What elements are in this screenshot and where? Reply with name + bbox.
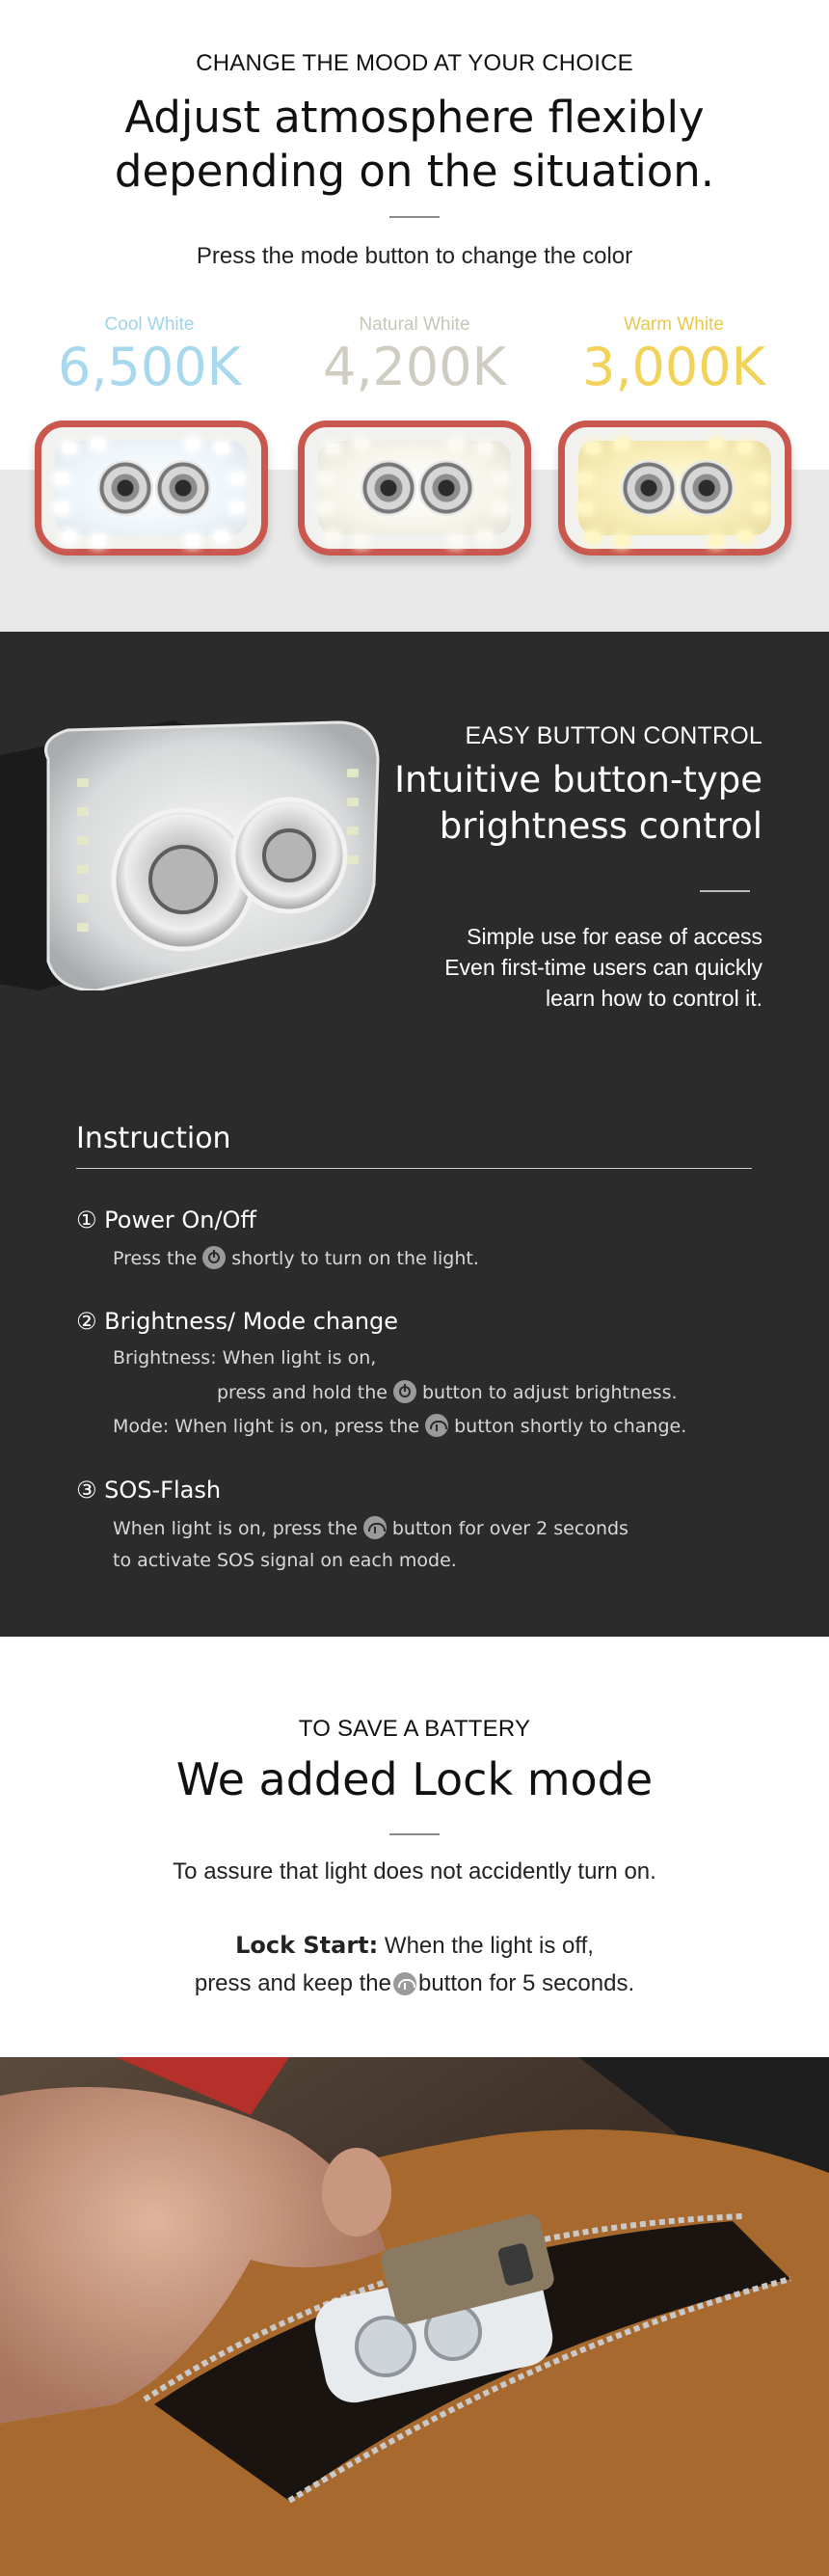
led-chip — [63, 443, 76, 453]
sos-flash-heading: ③ SOS-Flash — [76, 1477, 222, 1504]
led-chip — [754, 474, 767, 484]
led-chip — [578, 502, 592, 513]
power-button-icon — [393, 1380, 416, 1403]
instruction-title: Instruction — [76, 1122, 231, 1155]
divider — [389, 216, 440, 218]
led-chip — [318, 502, 332, 513]
led-chip — [230, 474, 244, 484]
led-chip — [586, 443, 600, 453]
headlamp-cool-image — [31, 417, 272, 563]
mode-button-icon — [425, 1414, 448, 1437]
led-chip — [709, 439, 723, 449]
mode-button-icon — [393, 1972, 416, 1995]
brightness-text-line2: press and hold the button to adjust brightness. — [217, 1382, 678, 1403]
brightness-text-line1: Brightness: When light is on, — [113, 1347, 377, 1369]
led-chip — [215, 443, 228, 453]
led-chip — [615, 439, 628, 449]
power-button-icon — [202, 1246, 226, 1269]
control-title-line2: brightness control — [439, 805, 762, 847]
led-chip — [186, 535, 200, 546]
temp-name: Cool White — [104, 314, 195, 335]
led-chip — [586, 531, 600, 542]
led-chip — [738, 531, 752, 542]
led-chip — [63, 531, 76, 542]
led-chip — [578, 474, 592, 484]
divider — [389, 1833, 440, 1835]
led-chip — [478, 443, 492, 453]
led-chip — [709, 535, 723, 546]
led-chip — [92, 535, 105, 546]
led-chip — [326, 531, 339, 542]
lock-start-text: When the light is off, — [384, 1933, 594, 1959]
mood-kicker: CHANGE THE MOOD AT YOUR CHOICE — [196, 50, 633, 76]
lock-title: We added Lock mode — [175, 1753, 654, 1805]
mood-title-line2: depending on the situation. — [114, 146, 715, 197]
control-title — [261, 757, 762, 850]
control-kicker: EASY BUTTON CONTROL — [465, 722, 762, 749]
led-chip — [494, 502, 507, 513]
led-chip — [494, 474, 507, 484]
temp-name: Warm White — [624, 314, 724, 335]
power-onoff-text: Press the shortly to turn on the light. — [113, 1248, 479, 1269]
temp-value: 6,500K — [57, 337, 241, 397]
sos-text-line1: When light is on, press the button for over 2 seconds — [113, 1518, 628, 1539]
sos-text-line2: to activate SOS signal on each mode. — [113, 1550, 457, 1571]
lock-subtitle: To assure that light does not accidently turn on. — [173, 1858, 656, 1885]
lock-start-label: Lock Start: — [235, 1932, 379, 1959]
led-chip — [215, 531, 228, 542]
led-chip — [754, 502, 767, 513]
led-chip — [186, 439, 200, 449]
led-chip — [230, 502, 244, 513]
control-desc-line2: Even first-time users can quickly — [444, 955, 762, 980]
headlamp-natural-image — [294, 417, 535, 563]
photo-illustration — [0, 2057, 829, 2576]
led-chip — [55, 474, 68, 484]
mode-button-icon — [363, 1516, 387, 1539]
divider — [700, 890, 750, 892]
temp-natural-white — [294, 314, 535, 397]
color-temperature-section — [0, 0, 829, 632]
led-chip — [478, 531, 492, 542]
led-chip — [449, 535, 463, 546]
led-chip — [738, 443, 752, 453]
temp-value: 3,000K — [581, 337, 765, 397]
control-title-line1: Intuitive button-type — [394, 759, 762, 800]
control-description — [281, 921, 762, 1014]
temp-warm-white — [553, 314, 794, 397]
control-desc-line3: learn how to control it. — [545, 986, 762, 1011]
instruction-underline — [76, 1168, 752, 1169]
led-chip — [92, 439, 105, 449]
brightness-mode-heading: ② Brightness/ Mode change — [76, 1308, 399, 1335]
led-chip — [55, 502, 68, 513]
lock-instruction-line: press and keep the button for 5 seconds. — [194, 1970, 635, 1996]
temp-cool-white — [29, 314, 270, 397]
led-chip — [449, 439, 463, 449]
lock-kicker: TO SAVE A BATTERY — [298, 1716, 531, 1742]
led-chip — [355, 439, 368, 449]
temp-name: Natural White — [359, 314, 470, 335]
power-onoff-heading: ① Power On/Off — [76, 1207, 256, 1234]
led-chip — [615, 535, 628, 546]
lock-start-line — [0, 1932, 829, 1960]
headlamp-warm-image — [554, 417, 795, 563]
mood-subtitle: Press the mode button to change the color — [196, 243, 633, 269]
mode-text-line: Mode: When light is on, press the button shortly to change. — [113, 1416, 687, 1437]
mood-title-line1: Adjust atmosphere flexibly — [124, 92, 705, 143]
button-control-section — [0, 632, 829, 1637]
led-chip — [318, 474, 332, 484]
temp-value: 4,200K — [322, 337, 506, 397]
mood-title — [0, 91, 829, 199]
lock-mode-section — [0, 1637, 829, 2057]
hand-in-bag-photo — [0, 2057, 829, 2576]
control-desc-line1: Simple use for ease of access — [467, 924, 762, 949]
led-chip — [326, 443, 339, 453]
led-chip — [355, 535, 368, 546]
